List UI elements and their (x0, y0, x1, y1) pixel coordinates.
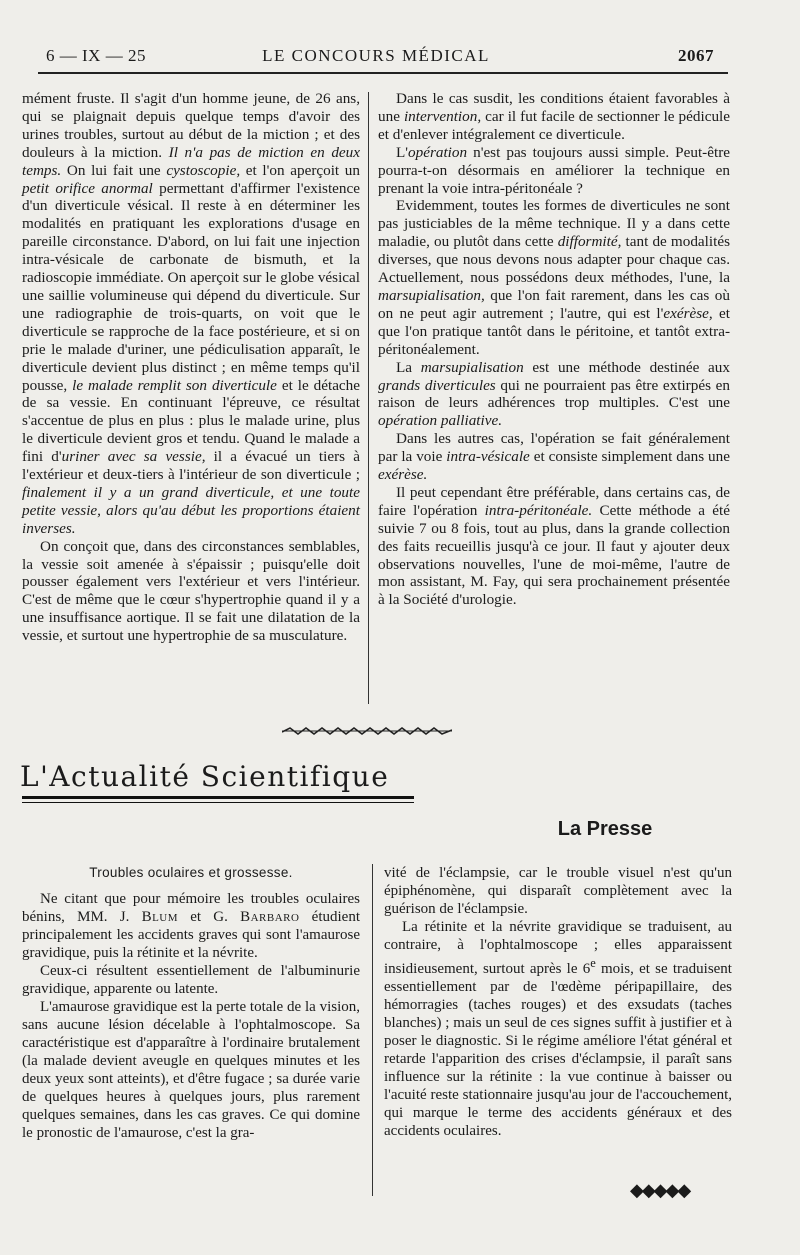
paragraph: mément fruste. Il s'agit d'un homme jeune, de 26 ans, qui se plaignait depuis quelque temps d'avoir des urines troubles, surtout au début de la miction ; et des douleurs à la miction. Il n'a pas de miction en deux temps. On lui fait une cystoscopie, et l'on aperçoit un petit orifice anormal permettant d'affirmer l'existence d'un diverticule vésical. Il reste à en déterminer les modalités en pratiquant les explorations d'usage en pareille circonstance. D'abord, on lui fait une injection intra-vésicale de carbonate de bismuth, et la radioscopie immédiate. On aperçoit sur le globe vésical une saillie volumineuse qui dépend du diverticule. Sur une radiographie de trois-quarts, on voit que le diverticule se rapproche de la face postérieure, et si on prie le malade d'uriner, une pédiculisation apparaît, le diverticule devient plus distinct ; en même temps qu'il pousse, le malade remplit son diverticule et le détache de sa vessie. En continuant l'épreuve, ce résultat s'accentue de plus en plus : plus le malade urine, plus le diverticule devient gros et tendu. Quand le malade a fini d'uriner avec sa vessie, il a évacué un tiers à l'extérieur et deux-tiers à l'intérieur de son diverticule ; finalement il y a un grand diverticule, et une toute petite vessie, alors qu'au début les proportions étaient inverses. (22, 90, 361, 537)
paragraph: L'amaurose gravidique est la perte totale de la vision, sans aucune lésion décelable à l'ophtalmoscope. Sa caractéristique est d'apparaître à l'ordinaire brutalement (la malade devient aveugle en quelques minutes et les deux yeux sont atteints), et d'être fugace ; sa durée varie de quelques heures à quelques jours, plus rarement quelques semaines, dans les cas graves. Ce qui domine le pronostic de l'amaurose, c'est la gra- (22, 999, 360, 1141)
paragraph: L'opération n'est pas toujours aussi simple. Peut-être pourra-t-on désormais en améliorer la technique en prenant la voie intra-péritonéale ? (378, 143, 730, 197)
section-title: L'Actualité Scientifique (20, 760, 390, 793)
paragraph: Dans le cas susdit, les conditions étaient favorables à une intervention, car il fut facile de sectionner le pédicule et d'enlever intégralement ce diverticule. (378, 90, 730, 143)
column-divider (368, 92, 369, 704)
section-rule-thin (22, 802, 414, 803)
paragraph: Evidemment, toutes les formes de diverticules ne sont pas justiciables de la même technique. Il y a dans cette maladie, ou plutôt dans cette difformité, tant de modalités diverses, que nous devons nous adapter pour chaque cas. Actuellement, nous possédons deux méthodes, l'une, la marsupialisation, que l'on fait rarement, dans les cas où on ne peut agir autrement ; l'autre, qui est l'exérèse, et que l'on pratique tantôt dans le péritoine, et tantôt extra-péritonéalement. (378, 197, 730, 358)
end-mark: ◆◆◆◆◆ (630, 1180, 690, 1200)
paragraph: On conçoit que, dans des circonstances semblables, la vessie soit amenée à s'épaissir ; puisqu'elle doit pousser également vers l'extérieur et vers l'intérieur. C'est de même que le cœur s'hypertrophie quand il y a une insuffisance aortique. Il se fait une dilatation de la vessie, et surtout une hypertrophie de sa musculature. (22, 537, 360, 645)
paragraph: Ceux-ci résultent essentiellement de l'albuminurie gravidique, apparente ou latente. (22, 963, 360, 997)
column-2 (378, 90, 730, 609)
paragraph: La marsupialisation est une méthode destinée aux grands diverticules qui ne pourraient pas être extirpés en raison de leurs adhérences trop multiples. C'est une opération palliative. (378, 358, 730, 430)
column-3 (22, 864, 360, 1142)
article-title: Troubles oculaires et grossesse. (89, 865, 293, 880)
header-rule (38, 72, 728, 74)
paragraph: Dans les autres cas, l'opération se fait généralement par la voie intra-vésicale et consiste simplement dans une exérèse. (378, 430, 730, 484)
journal-title: LE CONCOURS MÉDICAL (262, 46, 490, 65)
paragraph: vité de l'éclampsie, car le trouble visuel n'est qu'un épiphénomène, qui disparaît complètement avec la guérison de l'éclampsie. (384, 865, 732, 917)
column-4 (384, 864, 732, 1140)
paragraph: Ne citant que pour mémoire les troubles oculaires bénins, MM. J. Blum et G. Barbaro étudient principalement les accidents graves qui sont l'amaurose gravidique, puis la rétinite et la névrite. (22, 891, 360, 961)
section-rule (22, 796, 414, 799)
page-number: 2067 (678, 46, 714, 65)
header-date: 6 — IX — 25 (46, 46, 146, 65)
subsection-title: La Presse (557, 818, 653, 840)
column-1 (22, 90, 360, 645)
page-header (38, 46, 714, 68)
paragraph: Il peut cependant être préférable, dans certains cas, de faire l'opération intra-péritonéale. Cette méthode a été suivie 7 ou 8 fois, tout au plus, dans la grande collection des faits recueillis jusqu'à ce jour. Il faut y ajouter deux observations nouvelles, l'une de moi-même, l'autre de mon assistant, M. Fay, qui sera prochainement présentée à la Société d'urologie. (378, 483, 730, 609)
ornament-divider-icon (282, 726, 452, 736)
column-divider (372, 864, 373, 1196)
paragraph: La rétinite et la névrite gravidique se traduisent, au contraire, à l'ophtalmoscope ; elles apparaissent insidieusement, surtout après le 6e mois, et se traduisent essentiellement par de l'œdème péripapillaire, des hémorragies (taches rouges) et des exsudats (taches blanches) ; mais un seul de ces signes suffit à justifier et à poser le diagnostic. Si le régime améliore l'état général et retarde l'apparition des crises d'éclampsie, il paraît sans influence sur la rétinite : la vue continue à baisser ou l'acuité reste stationnaire jusqu'au jour de l'accouchement, qui marque le terme des accidents généraux et des accidents oculaires. (384, 919, 732, 1139)
